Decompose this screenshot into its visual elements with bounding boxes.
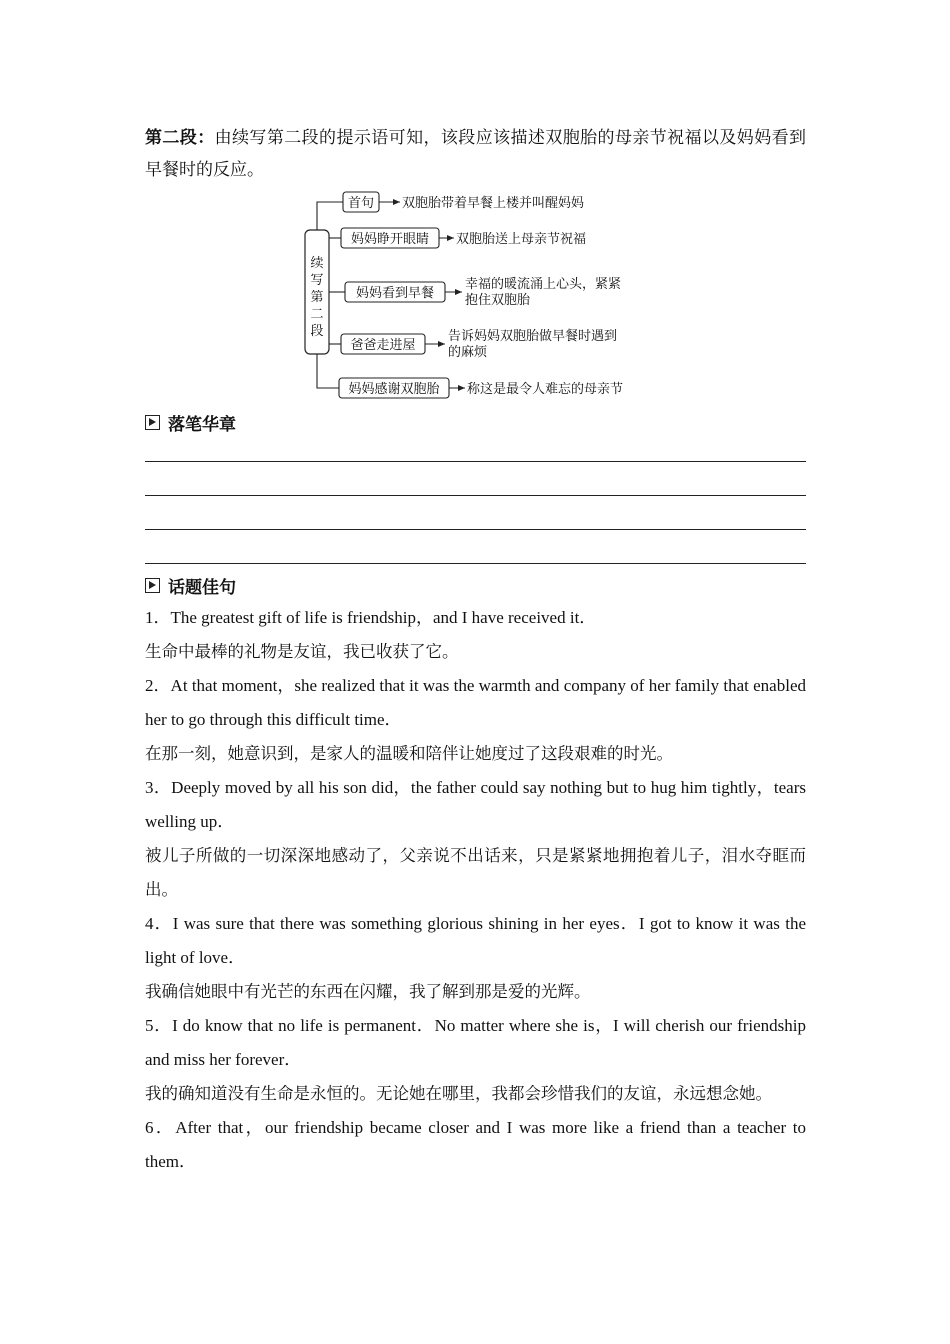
answer-line[interactable] <box>145 563 806 564</box>
node-label: 妈妈睁开眼睛 <box>350 232 430 247</box>
sentence-en: 4．I was sure that there was something glorious shining in her eyes．I got to know it was the light of love． <box>145 914 806 967</box>
sentence-zh: 被儿子所做的一切深深地感动了，父亲说不出话来，只是紧紧地拥抱着儿子，泪水夺眶而出。 <box>145 846 806 899</box>
diagram-node <box>341 328 617 360</box>
intro-label: 第二段： <box>145 128 215 147</box>
sentence-zh: 我确信她眼中有光芒的东西在闪耀，我了解到那是爱的光辉。 <box>145 982 591 1001</box>
answer-line[interactable] <box>145 461 806 462</box>
node-label: 妈妈看到早餐 <box>355 286 435 301</box>
node-desc: 双胞胎送上母亲节祝福 <box>456 232 587 247</box>
sentence-list <box>145 601 806 1179</box>
sentence-zh: 在那一刻，她意识到，是家人的温暖和陪伴让她度过了这段艰难的时光。 <box>145 744 673 763</box>
diagram-node <box>343 192 584 212</box>
play-triangle-icon <box>145 578 160 593</box>
section-title: 话题佳句 <box>168 578 236 597</box>
section-title: 落笔华章 <box>168 415 236 434</box>
intro-paragraph <box>145 122 806 186</box>
node-label: 首句 <box>347 196 375 211</box>
sentence-zh: 我的确知道没有生命是永恒的。无论她在哪里，我都会珍惜我们的友谊，永远想念她。 <box>145 1084 772 1103</box>
sentence-zh: 生命中最棒的礼物是友谊，我已收获了它。 <box>145 642 459 661</box>
sentence-en: 6．After that，our friendship became closer and I was more like a friend than a teacher to them． <box>145 1118 806 1171</box>
diagram-node <box>345 276 621 308</box>
node-label: 妈妈感谢双胞胎 <box>348 382 440 397</box>
diagram-node <box>341 228 586 248</box>
node-desc: 抱住双胞胎 <box>465 293 531 308</box>
node-desc: 幸福的暖流涌上心头，紧紧 <box>465 277 622 292</box>
node-desc: 的麻烦 <box>448 345 488 360</box>
intro-text: 由续写第二段的提示语可知，该段应该描述双胞胎的母亲节祝福以及妈妈看到早餐时的反应。 <box>145 128 807 179</box>
section-heading-sentences <box>145 573 236 598</box>
root-char: 续 <box>310 256 324 271</box>
sentence-en: 2．At that moment，she realized that it was the warmth and company of her family that enabled her to go through this difficult time． <box>145 676 806 729</box>
sentence-en: 3．Deeply moved by all his son did，the father could say nothing but to hug him tightly，tears welling up． <box>145 778 806 831</box>
root-char: 第 <box>310 290 324 305</box>
node-desc: 双胞胎带着早餐上楼并叫醒妈妈 <box>402 196 585 211</box>
root-char: 段 <box>310 324 324 339</box>
sentence-en: 5．I do know that no life is permanent．No matter where she is，I will cherish our friendship and miss her forever． <box>145 1016 806 1069</box>
diagram-node <box>339 378 623 398</box>
node-desc: 称这是最令人难忘的母亲节 <box>467 382 624 397</box>
node-desc: 告诉妈妈双胞胎做早餐时遇到 <box>448 329 618 344</box>
root-char: 二 <box>310 307 324 322</box>
answer-line[interactable] <box>145 529 806 530</box>
outline-diagram <box>145 188 806 403</box>
sentence-en: 1．The greatest gift of life is friendship，and I have received it． <box>145 608 597 627</box>
answer-line[interactable] <box>145 495 806 496</box>
section-heading-writing <box>145 410 236 435</box>
root-char: 写 <box>310 273 324 288</box>
node-label: 爸爸走进屋 <box>350 338 416 353</box>
play-triangle-icon <box>145 415 160 430</box>
